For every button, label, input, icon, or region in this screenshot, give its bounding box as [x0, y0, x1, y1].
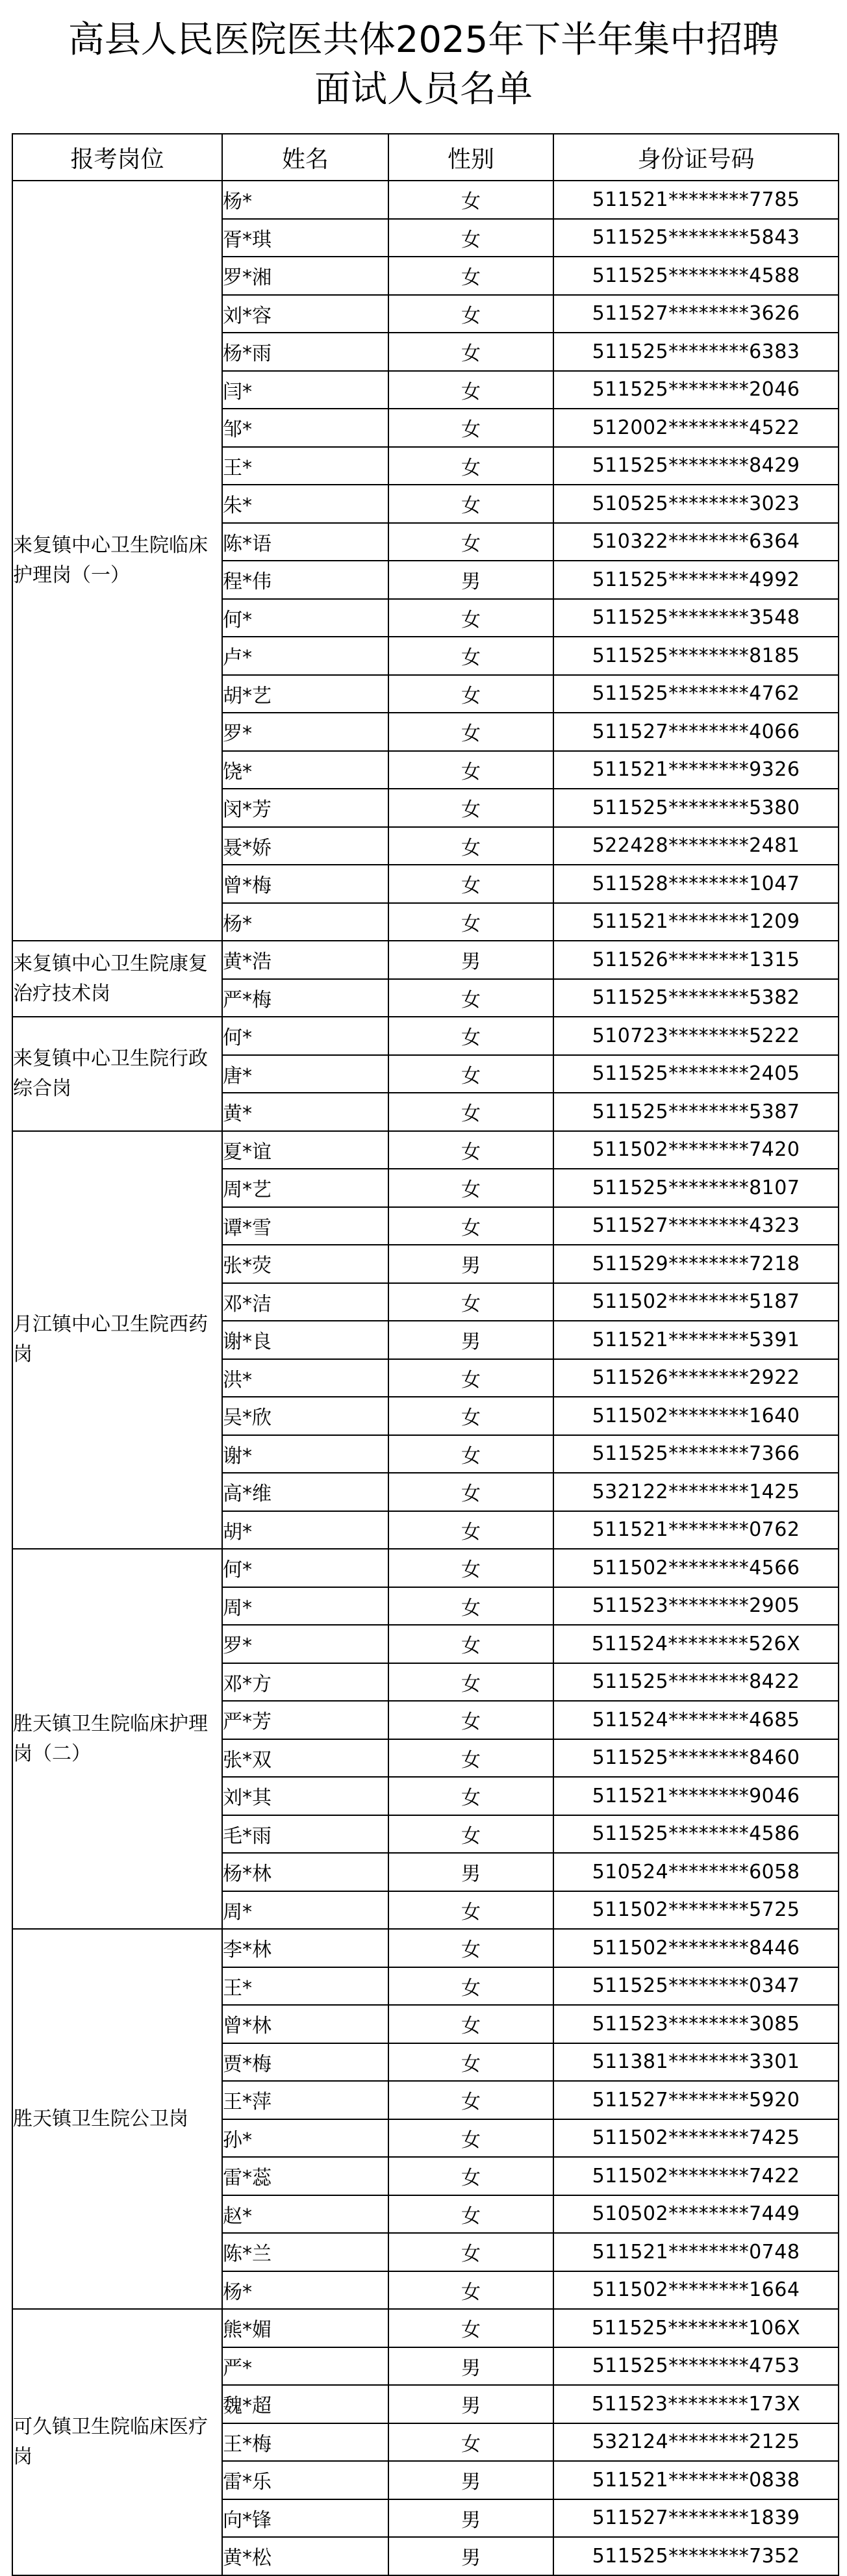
id-number-cell: 511525********0347: [553, 1967, 839, 2006]
position-cell: 来复镇中心卫生院临床护理岗（一）: [12, 181, 222, 941]
gender-cell: 女: [388, 1777, 553, 1815]
gender-cell: 女: [388, 2309, 553, 2347]
gender-cell: 男: [388, 2347, 553, 2386]
id-number-cell: 511525********5380: [553, 789, 839, 827]
id-number-cell: 532122********1425: [553, 1473, 839, 1511]
name-cell: 邓*洁: [222, 1283, 388, 1321]
name-cell: 黄*浩: [222, 941, 388, 979]
id-number-cell: 511525********6383: [553, 333, 839, 371]
gender-cell: 女: [388, 2119, 553, 2158]
gender-cell: 女: [388, 1929, 553, 1967]
name-cell: 罗*: [222, 713, 388, 751]
id-number-cell: 511525********8460: [553, 1739, 839, 1778]
id-number-cell: 511527********3626: [553, 295, 839, 333]
gender-cell: 女: [388, 979, 553, 1017]
header-position: 报考岗位: [12, 134, 222, 181]
id-number-cell: 510723********5222: [553, 1017, 839, 1055]
name-cell: 雷*乐: [222, 2461, 388, 2499]
id-number-cell: 510322********6364: [553, 523, 839, 561]
gender-cell: 女: [388, 1207, 553, 1245]
name-cell: 胡*: [222, 1511, 388, 1549]
name-cell: 程*伟: [222, 561, 388, 599]
name-cell: 向*锋: [222, 2499, 388, 2538]
header-gender: 性别: [388, 134, 553, 181]
name-cell: 杨*雨: [222, 333, 388, 371]
position-cell: 来复镇中心卫生院康复治疗技术岗: [12, 941, 222, 1017]
gender-cell: 女: [388, 523, 553, 561]
gender-cell: 女: [388, 2233, 553, 2271]
name-cell: 唐*: [222, 1055, 388, 1093]
gender-cell: 女: [388, 1587, 553, 1626]
id-number-cell: 511523********2905: [553, 1587, 839, 1626]
name-cell: 孙*: [222, 2119, 388, 2158]
gender-cell: 女: [388, 1093, 553, 1131]
name-cell: 朱*: [222, 485, 388, 523]
position-cell: 来复镇中心卫生院行政综合岗: [12, 1017, 222, 1131]
name-cell: 曾*梅: [222, 865, 388, 903]
id-number-cell: 511527********4066: [553, 713, 839, 751]
name-cell: 洪*: [222, 1359, 388, 1397]
name-cell: 熊*媚: [222, 2309, 388, 2347]
gender-cell: 女: [388, 637, 553, 675]
gender-cell: 女: [388, 371, 553, 409]
name-cell: 王*萍: [222, 2081, 388, 2119]
name-cell: 黄*松: [222, 2537, 388, 2575]
name-cell: 吴*欣: [222, 1397, 388, 1435]
id-number-cell: 511526********2922: [553, 1359, 839, 1397]
gender-cell: 女: [388, 865, 553, 903]
id-number-cell: 511521********0762: [553, 1511, 839, 1549]
id-number-cell: 511525********3548: [553, 599, 839, 637]
position-cell: 胜天镇卫生院公卫岗: [12, 1929, 222, 2309]
id-number-cell: 511526********1315: [553, 941, 839, 979]
gender-cell: 女: [388, 2005, 553, 2043]
gender-cell: 女: [388, 485, 553, 523]
name-cell: 胡*艺: [222, 675, 388, 713]
name-cell: 邹*: [222, 409, 388, 447]
name-cell: 毛*雨: [222, 1815, 388, 1854]
name-cell: 罗*: [222, 1625, 388, 1663]
name-cell: 严*芳: [222, 1701, 388, 1739]
name-cell: 刘*其: [222, 1777, 388, 1815]
table-row: [12, 1131, 839, 1169]
gender-cell: 男: [388, 2385, 553, 2423]
id-number-cell: 511525********8429: [553, 447, 839, 485]
gender-cell: 男: [388, 2499, 553, 2538]
name-cell: 杨*: [222, 903, 388, 941]
id-number-cell: 511521********9326: [553, 751, 839, 789]
table-body: [12, 181, 839, 2575]
name-cell: 黄*: [222, 1093, 388, 1131]
id-number-cell: 511524********4685: [553, 1701, 839, 1739]
id-number-cell: 511525********5382: [553, 979, 839, 1017]
gender-cell: 女: [388, 1169, 553, 1207]
name-cell: 杨*: [222, 2271, 388, 2310]
gender-cell: 女: [388, 1625, 553, 1663]
gender-cell: 女: [388, 1359, 553, 1397]
name-cell: 邓*方: [222, 1663, 388, 1702]
position-cell: 可久镇卫生院临床医疗岗: [12, 2309, 222, 2575]
gender-cell: 女: [388, 1131, 553, 1169]
gender-cell: 女: [388, 2271, 553, 2310]
name-cell: 谭*雪: [222, 1207, 388, 1245]
name-cell: 周*: [222, 1891, 388, 1930]
name-cell: 谢*: [222, 1435, 388, 1473]
name-cell: 曾*林: [222, 2005, 388, 2043]
position-cell: 月江镇中心卫生院西药岗: [12, 1131, 222, 1549]
name-cell: 胥*琪: [222, 219, 388, 257]
name-cell: 夏*谊: [222, 1131, 388, 1169]
name-cell: 陈*语: [222, 523, 388, 561]
id-number-cell: 511528********1047: [553, 865, 839, 903]
gender-cell: 女: [388, 295, 553, 333]
id-number-cell: 511502********5187: [553, 1283, 839, 1321]
gender-cell: 男: [388, 561, 553, 599]
id-number-cell: 511525********2046: [553, 371, 839, 409]
name-cell: 闵*芳: [222, 789, 388, 827]
gender-cell: 女: [388, 2081, 553, 2119]
id-number-cell: 512002********4522: [553, 409, 839, 447]
gender-cell: 女: [388, 1663, 553, 1702]
table-row: [12, 1929, 839, 1967]
name-cell: 王*梅: [222, 2423, 388, 2462]
id-number-cell: 511502********1664: [553, 2271, 839, 2310]
gender-cell: 女: [388, 181, 553, 219]
document-title: [0, 0, 847, 130]
gender-cell: 女: [388, 751, 553, 789]
gender-cell: 女: [388, 1055, 553, 1093]
name-cell: 何*: [222, 1549, 388, 1587]
name-cell: 罗*湘: [222, 257, 388, 295]
id-number-cell: 510502********7449: [553, 2195, 839, 2234]
id-number-cell: 511502********4566: [553, 1549, 839, 1587]
name-cell: 饶*: [222, 751, 388, 789]
gender-cell: 女: [388, 903, 553, 941]
id-number-cell: 511502********8446: [553, 1929, 839, 1967]
gender-cell: 女: [388, 2423, 553, 2462]
id-number-cell: 511525********4588: [553, 257, 839, 295]
title-line-1: 高县人民医院医共体2025年下半年集中招聘: [68, 19, 779, 61]
id-number-cell: 511525********5843: [553, 219, 839, 257]
id-number-cell: 511521********7785: [553, 181, 839, 219]
id-number-cell: 511521********0748: [553, 2233, 839, 2271]
name-cell: 杨*: [222, 181, 388, 219]
id-number-cell: 511529********7218: [553, 1245, 839, 1283]
id-number-cell: 510524********6058: [553, 1853, 839, 1891]
name-cell: 张*双: [222, 1739, 388, 1778]
name-cell: 严*梅: [222, 979, 388, 1017]
name-cell: 陈*兰: [222, 2233, 388, 2271]
gender-cell: 男: [388, 1321, 553, 1359]
gender-cell: 女: [388, 1701, 553, 1739]
gender-cell: 女: [388, 2157, 553, 2195]
gender-cell: 女: [388, 1435, 553, 1473]
name-cell: 魏*超: [222, 2385, 388, 2423]
name-cell: 何*: [222, 599, 388, 637]
id-number-cell: 511525********8107: [553, 1169, 839, 1207]
gender-cell: 女: [388, 409, 553, 447]
name-cell: 赵*: [222, 2195, 388, 2234]
id-number-cell: 511525********5387: [553, 1093, 839, 1131]
name-cell: 聂*娇: [222, 827, 388, 865]
gender-cell: 女: [388, 713, 553, 751]
name-cell: 卢*: [222, 637, 388, 675]
gender-cell: 男: [388, 2461, 553, 2499]
id-number-cell: 511521********0838: [553, 2461, 839, 2499]
name-cell: 严*: [222, 2347, 388, 2386]
id-number-cell: 511502********7420: [553, 1131, 839, 1169]
id-number-cell: 511525********8185: [553, 637, 839, 675]
id-number-cell: 511525********2405: [553, 1055, 839, 1093]
name-cell: 王*: [222, 1967, 388, 2006]
gender-cell: 女: [388, 1815, 553, 1854]
name-cell: 王*: [222, 447, 388, 485]
name-cell: 刘*容: [222, 295, 388, 333]
id-number-cell: 511523********173X: [553, 2385, 839, 2423]
id-number-cell: 511524********526X: [553, 1625, 839, 1663]
id-number-cell: 511523********3085: [553, 2005, 839, 2043]
id-number-cell: 511521********1209: [553, 903, 839, 941]
gender-cell: 女: [388, 1549, 553, 1587]
gender-cell: 女: [388, 675, 553, 713]
name-cell: 周*艺: [222, 1169, 388, 1207]
gender-cell: 女: [388, 257, 553, 295]
id-number-cell: 511527********1839: [553, 2499, 839, 2538]
gender-cell: 女: [388, 1891, 553, 1930]
name-cell: 张*荧: [222, 1245, 388, 1283]
header-id: 身份证号码: [553, 134, 839, 181]
name-cell: 周*: [222, 1587, 388, 1626]
id-number-cell: 511502********1640: [553, 1397, 839, 1435]
id-number-cell: 522428********2481: [553, 827, 839, 865]
gender-cell: 女: [388, 2195, 553, 2234]
id-number-cell: 511527********5920: [553, 2081, 839, 2119]
table-row: [12, 181, 839, 219]
table-row: [12, 1017, 839, 1055]
gender-cell: 女: [388, 827, 553, 865]
gender-cell: 女: [388, 1283, 553, 1321]
position-cell: 胜天镇卫生院临床护理岗（二）: [12, 1549, 222, 1929]
name-cell: 何*: [222, 1017, 388, 1055]
name-cell: 闫*: [222, 371, 388, 409]
gender-cell: 女: [388, 219, 553, 257]
id-number-cell: 511525********7352: [553, 2537, 839, 2575]
gender-cell: 女: [388, 1511, 553, 1549]
gender-cell: 女: [388, 447, 553, 485]
gender-cell: 女: [388, 1397, 553, 1435]
id-number-cell: 511521********9046: [553, 1777, 839, 1815]
id-number-cell: 511525********4762: [553, 675, 839, 713]
header-name: 姓名: [222, 134, 388, 181]
table-header-row: [12, 134, 839, 181]
name-cell: 李*林: [222, 1929, 388, 1967]
table-row: [12, 1549, 839, 1587]
id-number-cell: 511502********7425: [553, 2119, 839, 2158]
title-line-2: 面试人员名单: [314, 68, 533, 110]
gender-cell: 女: [388, 599, 553, 637]
interviewee-table: [12, 133, 839, 2576]
gender-cell: 女: [388, 2043, 553, 2082]
id-number-cell: 511525********4753: [553, 2347, 839, 2386]
gender-cell: 女: [388, 333, 553, 371]
gender-cell: 女: [388, 1473, 553, 1511]
id-number-cell: 511527********4323: [553, 1207, 839, 1245]
id-number-cell: 532124********2125: [553, 2423, 839, 2462]
id-number-cell: 511525********7366: [553, 1435, 839, 1473]
gender-cell: 女: [388, 1967, 553, 2006]
id-number-cell: 511525********8422: [553, 1663, 839, 1702]
id-number-cell: 511525********106X: [553, 2309, 839, 2347]
gender-cell: 男: [388, 1245, 553, 1283]
name-cell: 杨*林: [222, 1853, 388, 1891]
id-number-cell: 511525********4992: [553, 561, 839, 599]
id-number-cell: 511381********3301: [553, 2043, 839, 2082]
gender-cell: 女: [388, 1017, 553, 1055]
id-number-cell: 511521********5391: [553, 1321, 839, 1359]
gender-cell: 男: [388, 1853, 553, 1891]
name-cell: 雷*蕊: [222, 2157, 388, 2195]
gender-cell: 女: [388, 789, 553, 827]
table-row: [12, 2309, 839, 2347]
id-number-cell: 511525********4586: [553, 1815, 839, 1854]
table-row: [12, 941, 839, 979]
id-number-cell: 511502********5725: [553, 1891, 839, 1930]
name-cell: 谢*良: [222, 1321, 388, 1359]
name-cell: 高*维: [222, 1473, 388, 1511]
gender-cell: 男: [388, 2537, 553, 2575]
id-number-cell: 510525********3023: [553, 485, 839, 523]
gender-cell: 男: [388, 941, 553, 979]
id-number-cell: 511502********7422: [553, 2157, 839, 2195]
name-cell: 贾*梅: [222, 2043, 388, 2082]
gender-cell: 女: [388, 1739, 553, 1778]
